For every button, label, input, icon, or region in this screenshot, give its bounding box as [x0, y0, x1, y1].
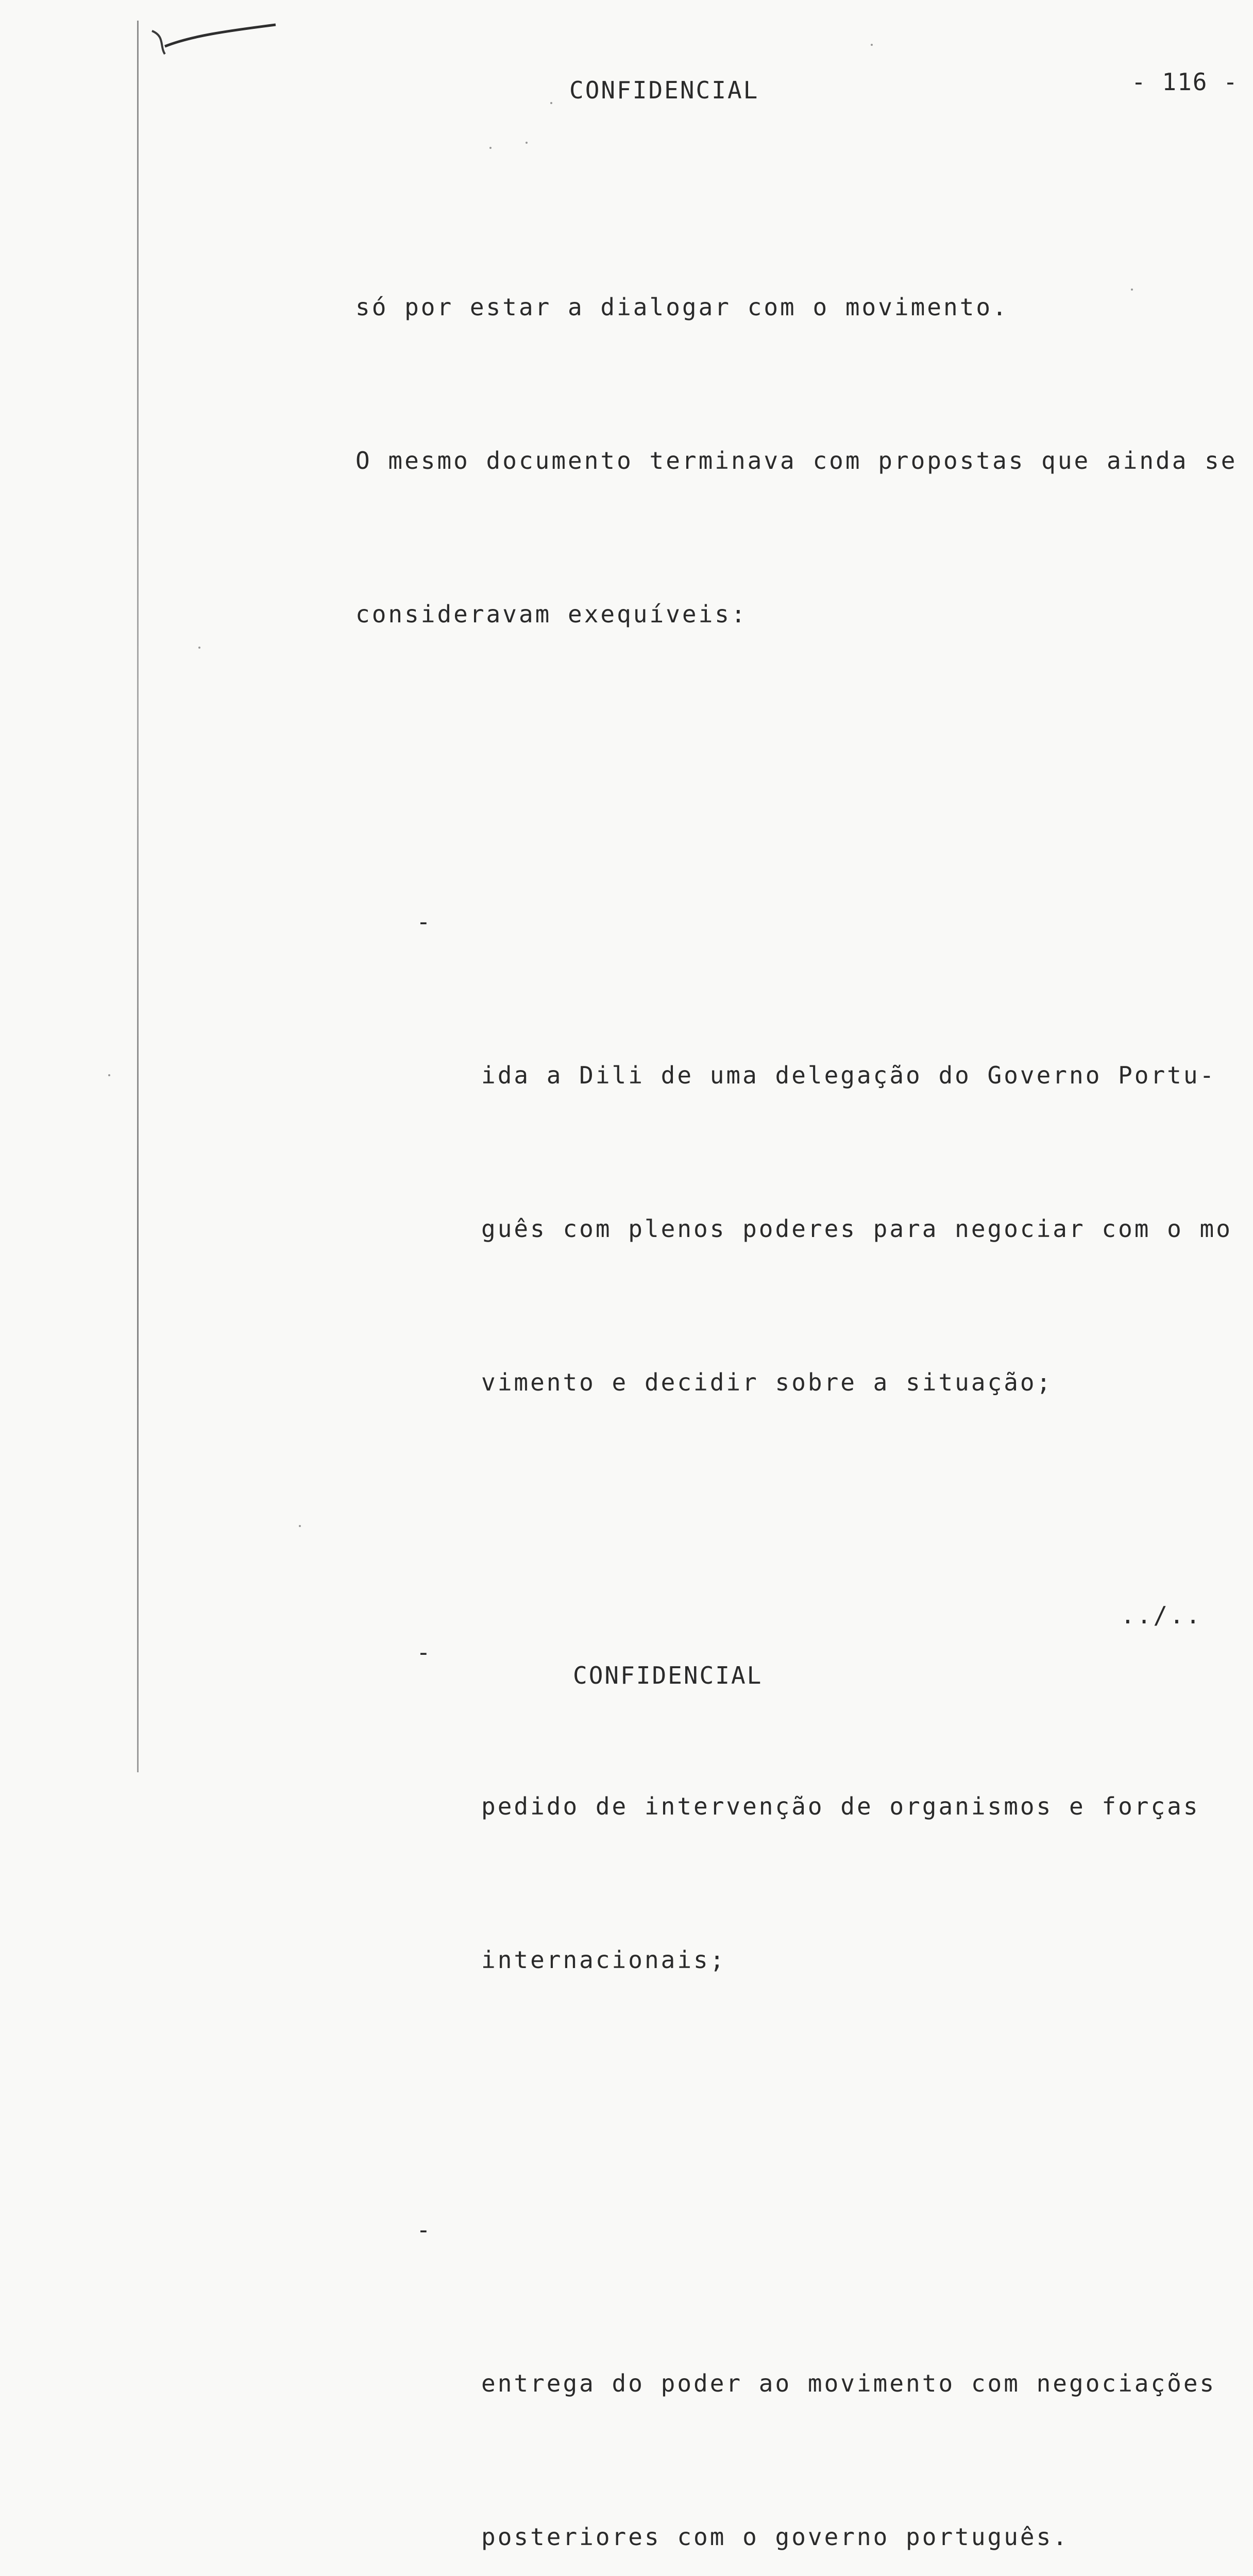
text-line: guês com plenos poderes para negociar com o mo: [481, 1215, 1232, 1243]
speck: [871, 44, 873, 46]
proposal-item: [355, 2205, 1231, 2576]
text-line: entrega do poder ao movimento com negociações: [481, 2369, 1216, 2397]
binding-edge: [137, 21, 139, 1772]
text-line: pedido de intervenção de organismos e forças: [481, 1792, 1200, 1820]
page-number: - 116 -: [1131, 68, 1239, 96]
speck: [526, 142, 528, 144]
speck: [198, 647, 200, 649]
bullet-dash: -: [416, 2215, 433, 2244]
text-line: vimento e decidir sobre a situação;: [481, 1368, 1053, 1397]
continuation-mark: ../..: [1121, 1601, 1203, 1629]
text-line: O mesmo documento terminava com propostas que ainda se: [355, 447, 1238, 475]
speck: [299, 1525, 301, 1527]
proposal-list: [355, 794, 1231, 2576]
speck: [550, 102, 552, 104]
footer-classification: CONFIDENCIAL: [573, 1662, 763, 1689]
bullet-dash: -: [416, 907, 433, 936]
proposal-item: [355, 896, 1231, 1511]
text-line: consideravam exequíveis:: [355, 600, 748, 629]
proposal-item: [355, 1627, 1231, 2088]
speck: [108, 1074, 110, 1076]
bullet-dash: -: [416, 1638, 433, 1667]
document-body: [355, 179, 1238, 2576]
staple-mark: [149, 10, 278, 57]
text-line: ida a Dili de uma delegação do Governo Portu-: [481, 1061, 1216, 1089]
text-line: posteriores com o governo português.: [481, 2523, 1069, 2551]
header-classification: CONFIDENCIAL: [569, 76, 759, 104]
text-line: internacionais;: [481, 1945, 726, 1974]
speck: [489, 147, 492, 149]
text-line: só por estar a dialogar com o movimento.: [355, 293, 1009, 321]
